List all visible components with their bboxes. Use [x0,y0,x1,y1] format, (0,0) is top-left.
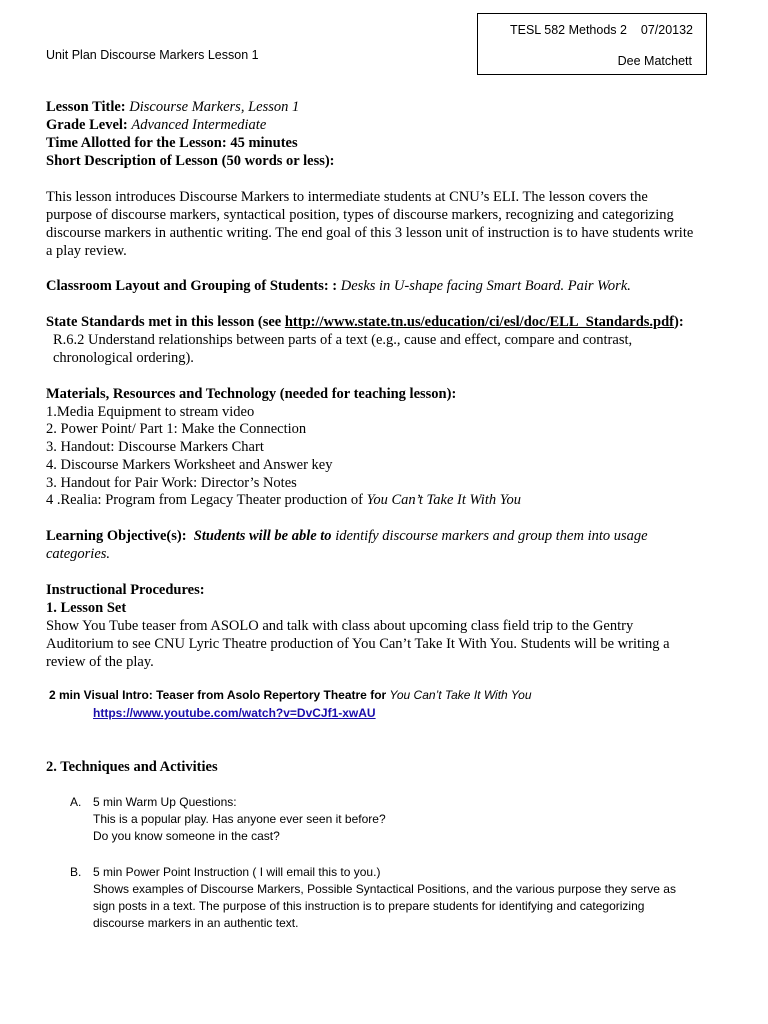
lesson-set-line: Show You Tube teaser from ASOLO and talk with class about upcoming class field trip to the Gentry [46,618,634,634]
unit-plan-title: Unit Plan Discourse Markers Lesson 1 [46,48,259,62]
time-allotted: Time Allotted for the Lesson: 45 minutes [46,135,298,151]
author-name: Dee Matchett [617,54,692,68]
activity-marker: B. [70,865,82,879]
course-date: 07/20132 [640,23,694,37]
grade-level-line [46,116,266,134]
classroom-layout-line [46,277,631,295]
visual-intro-label: 2 min Visual Intro: Teaser from Asolo Repertory Theatre for [49,688,390,702]
activity-line: This is a popular play. Has anyone ever seen it before? [93,812,386,826]
materials-item: 3. Handout for Pair Work: Director’s Notes [46,475,297,491]
materials-item: 3. Handout: Discourse Markers Chart [46,439,264,455]
description-line: This lesson introduces Discourse Markers to intermediate students at CNU’s ELI. The lesson covers the [46,189,648,205]
activity-line: Shows examples of Discourse Markers, Possible Syntactical Positions, and the various purpose they serve as [93,882,676,896]
standard-text: chronological ordering). [53,350,194,366]
techniques-label: 2. Techniques and Activities [46,759,218,775]
standard-text: R.6.2 Understand relationships between parts of a text (e.g., cause and effect, compare and contrast, [53,332,633,348]
short-description-label: Short Description of Lesson (50 words or less): [46,153,335,169]
description-line: discourse markers in authentic writing. The end goal of this 3 lesson unit of instruction is to have students write [46,225,694,241]
standards-label-end: ): [674,314,684,330]
standards-link[interactable]: http://www.state.tn.us/education/ci/esl/doc/ELL_Standards.pdf [284,314,675,330]
materials-item [46,491,521,509]
header-box [477,13,707,75]
realia-prefix: 4 .Realia: Program from Legacy Theater production of [46,492,367,508]
video-link[interactable]: https://www.youtube.com/watch?v=DvCJf1-xwAU [93,706,376,720]
materials-item: 2. Power Point/ Part 1: Make the Connection [46,421,307,437]
visual-intro-line [49,687,532,704]
lesson-title-value: Discourse Markers, Lesson 1 [129,99,300,115]
objective-text: identify discourse markers and group them into usage [335,528,648,544]
standards-label: State Standards met in this lesson (see [46,314,285,330]
activity-line: sign posts in a text. The purpose of this instruction is to prepare students for identifying and categorizing [93,899,645,913]
objective-bold: Students will be able to [193,528,332,544]
activity-marker: A. [70,795,82,809]
activity-line: discourse markers in an authentic text. [93,916,299,930]
classroom-value: Desks in U-shape facing Smart Board. Pair Work. [340,278,631,294]
lesson-title-line [46,98,299,116]
standards-line [46,313,684,331]
procedures-label: Instructional Procedures: [46,582,205,598]
materials-label: Materials, Resources and Technology (needed for teaching lesson): [46,386,457,402]
description-line: purpose of discourse markers, syntactical position, types of discourse markers, recognizing and categorizing [46,207,674,223]
lesson-set-label: 1. Lesson Set [46,600,127,616]
objective-text-cont: categories. [46,546,111,562]
realia-title: You Can’t Take It With You [366,492,521,508]
classroom-label: Classroom Layout and Grouping of Students: : [46,278,338,294]
lesson-title-label: Lesson Title: [46,99,126,115]
description-line: a play review. [46,243,127,259]
activity-line: Do you know someone in the cast? [93,829,280,843]
grade-level-value: Advanced Intermediate [131,117,267,133]
grade-level-label: Grade Level: [46,117,128,133]
objective-label: Learning Objective(s): [46,528,187,544]
visual-intro-title: You Can’t Take It With You [389,688,532,702]
materials-item: 4. Discourse Markers Worksheet and Answer key [46,457,333,473]
learning-objective-line [46,527,648,545]
activity-title: 5 min Warm Up Questions: [93,795,237,809]
activity-title: 5 min Power Point Instruction ( I will email this to you.) [93,865,381,879]
course-name: TESL 582 Methods 2 [510,23,627,37]
lesson-set-line: Auditorium to see CNU Lyric Theatre production of You Can’t Take It With You. Students will be writing a [46,636,670,652]
materials-item: 1.Media Equipment to stream video [46,404,255,420]
lesson-set-line: review of the play. [46,654,154,670]
course-info [510,23,693,37]
